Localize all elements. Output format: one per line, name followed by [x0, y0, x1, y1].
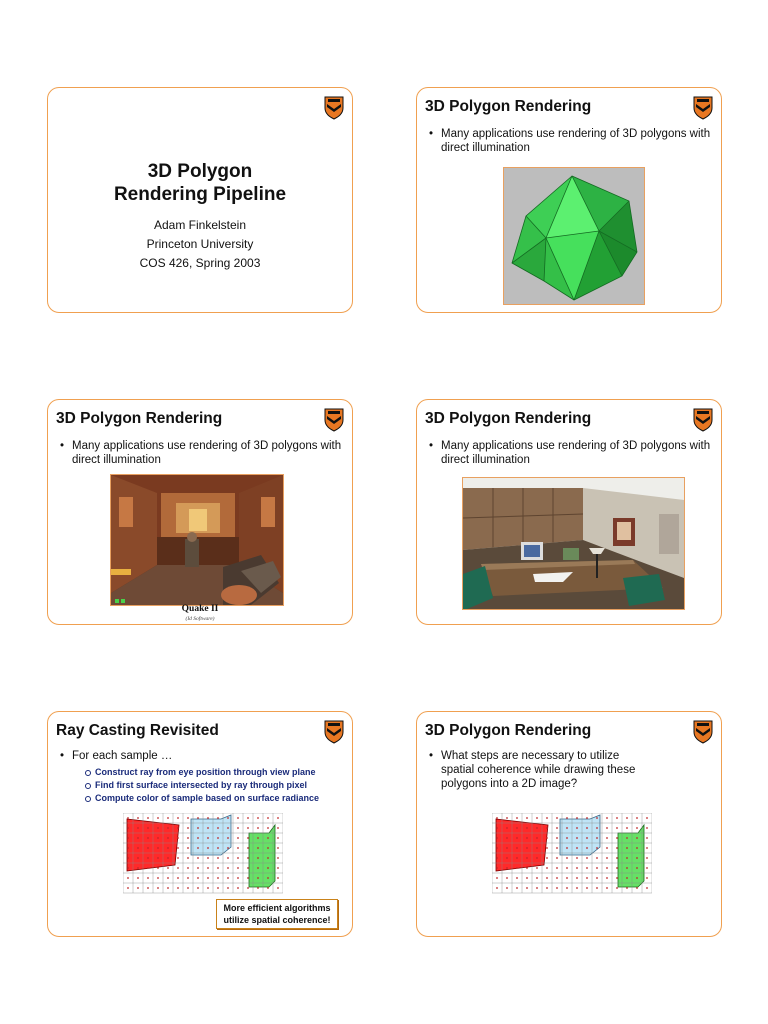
sample-dot: [646, 827, 648, 829]
sample-dot: [606, 827, 608, 829]
sample-dot: [227, 867, 229, 869]
sample-dot: [616, 867, 618, 869]
sample-dot: [556, 877, 558, 879]
sample-dot: [536, 877, 538, 879]
slide-title: 3D Polygon Rendering: [425, 722, 592, 739]
sample-dot: [217, 857, 219, 859]
course: COS 426, Spring 2003: [139, 256, 261, 270]
sample-dot: [526, 877, 528, 879]
sample-dot: [526, 837, 528, 839]
sample-dot: [187, 837, 189, 839]
sample-dot: [177, 817, 179, 819]
sample-dot: [237, 867, 239, 869]
sample-dot: [596, 867, 598, 869]
sample-dot: [237, 877, 239, 879]
sample-dot: [207, 827, 209, 829]
author: Adam Finkelstein: [153, 218, 247, 232]
sample-dot: [636, 857, 638, 859]
sample-dot: [247, 847, 249, 849]
sample-dot: [237, 847, 239, 849]
sample-dot: [167, 817, 169, 819]
slide-4: [416, 399, 722, 625]
sample-dot: [197, 837, 199, 839]
sample-dot: [536, 887, 538, 889]
slide-5: [47, 711, 353, 937]
sample-dot: [127, 887, 129, 889]
sample-dot: [227, 817, 229, 819]
sample-dot: [247, 837, 249, 839]
sample-dot: [546, 847, 548, 849]
bullet: • Many applications use rendering of 3D polygons with direct illumination: [429, 439, 711, 467]
sample-dot: [576, 857, 578, 859]
sample-dot: [207, 877, 209, 879]
sample-dot: [576, 817, 578, 819]
sample-dot: [496, 887, 498, 889]
sample-dot: [127, 817, 129, 819]
sample-dot: [586, 867, 588, 869]
sample-dot: [576, 827, 578, 829]
sample-dot: [526, 867, 528, 869]
sample-dot: [157, 887, 159, 889]
image-caption-credit: (Id Software): [185, 616, 215, 622]
sample-dot: [576, 877, 578, 879]
sample-dot: [147, 837, 149, 839]
sample-dot: [636, 827, 638, 829]
sample-dot: [566, 837, 568, 839]
sample-dot: [526, 817, 528, 819]
sample-dot: [556, 857, 558, 859]
sample-dot: [137, 837, 139, 839]
slide-title: 3D Polygon Rendering: [56, 410, 223, 427]
sample-dot: [267, 827, 269, 829]
spatial-coherence-callout: [216, 899, 338, 929]
sample-dot: [187, 827, 189, 829]
sample-dot: [227, 827, 229, 829]
sample-dot: [586, 877, 588, 879]
sample-dot: [167, 857, 169, 859]
sample-dot: [247, 857, 249, 859]
sample-dot: [277, 877, 279, 879]
sample-dot: [147, 857, 149, 859]
sample-dot: [267, 837, 269, 839]
sample-dot: [197, 847, 199, 849]
sample-dot: [157, 867, 159, 869]
sample-dot: [546, 887, 548, 889]
sample-dot: [516, 867, 518, 869]
sample-dot: [576, 867, 578, 869]
sample-dot: [127, 857, 129, 859]
sample-dot: [636, 817, 638, 819]
office-rendering-image: [462, 477, 685, 610]
sample-dot: [516, 837, 518, 839]
sample-dot: [616, 837, 618, 839]
sample-dot: [626, 887, 628, 889]
sample-dot: [606, 877, 608, 879]
sample-dot: [626, 827, 628, 829]
sample-dot: [506, 857, 508, 859]
sample-dot: [197, 867, 199, 869]
sample-dot: [536, 857, 538, 859]
sample-dot: [207, 817, 209, 819]
sample-dot: [596, 837, 598, 839]
sample-dot: [626, 847, 628, 849]
sample-dot: [626, 877, 628, 879]
sample-dot: [626, 817, 628, 819]
sample-dot: [277, 817, 279, 819]
sample-dot: [566, 887, 568, 889]
sample-dot: [516, 817, 518, 819]
sample-dot: [237, 837, 239, 839]
title-block: [48, 160, 352, 273]
sample-dot: [596, 857, 598, 859]
princeton-shield-icon: [693, 720, 713, 744]
sample-dot: [267, 847, 269, 849]
sample-dot: [536, 827, 538, 829]
sample-dot: [626, 857, 628, 859]
sample-dot: [526, 827, 528, 829]
sample-dot: [626, 867, 628, 869]
sample-dot: [147, 847, 149, 849]
slide-title: 3D Polygon Rendering: [425, 98, 592, 115]
sub-bullet-3: Compute color of sample based on surface radiance: [84, 792, 319, 805]
sample-dot: [546, 877, 548, 879]
sample-dot: [187, 887, 189, 889]
sample-dot: [586, 857, 588, 859]
sample-dot: [606, 847, 608, 849]
sample-dot: [496, 847, 498, 849]
sample-dot: [556, 817, 558, 819]
sample-dot: [277, 887, 279, 889]
sample-dot: [536, 847, 538, 849]
icosahedron-image: [503, 167, 645, 305]
bullet: • Many applications use rendering of 3D polygons with direct illumination: [60, 439, 342, 467]
sample-dot: [586, 817, 588, 819]
sample-dot: [267, 867, 269, 869]
sample-dot: [207, 857, 209, 859]
sample-dot: [506, 837, 508, 839]
sample-dot: [157, 837, 159, 839]
sample-dot: [157, 817, 159, 819]
sample-dot: [496, 837, 498, 839]
sample-dot: [646, 887, 648, 889]
sample-dot: [137, 827, 139, 829]
sample-dot: [217, 817, 219, 819]
sample-dot: [127, 867, 129, 869]
sample-dot: [247, 877, 249, 879]
sample-dot: [167, 877, 169, 879]
sample-dot: [606, 837, 608, 839]
sample-dot: [167, 847, 169, 849]
sample-dot: [137, 817, 139, 819]
sample-dot: [277, 837, 279, 839]
sample-dot: [506, 827, 508, 829]
sample-dot: [277, 847, 279, 849]
sample-dot: [227, 887, 229, 889]
sample-dot: [586, 827, 588, 829]
sample-dot: [197, 877, 199, 879]
sample-dot: [556, 837, 558, 839]
sample-dot: [526, 847, 528, 849]
sample-dot: [516, 827, 518, 829]
sample-dot: [636, 837, 638, 839]
sample-dot: [586, 837, 588, 839]
sample-dot: [576, 837, 578, 839]
sample-dot: [247, 887, 249, 889]
sample-dot: [147, 877, 149, 879]
main-title-line-2: Rendering Pipeline: [113, 184, 287, 205]
grid-shapes: [496, 815, 644, 887]
sample-dot: [207, 837, 209, 839]
sample-dot: [237, 827, 239, 829]
sample-dot: [616, 877, 618, 879]
sample-dot: [277, 857, 279, 859]
sample-dot: [217, 837, 219, 839]
sample-dot: [616, 847, 618, 849]
sample-dot: [566, 867, 568, 869]
sample-dot: [187, 847, 189, 849]
sample-dot: [257, 887, 259, 889]
princeton-shield-icon: [693, 408, 713, 432]
sample-dot: [536, 837, 538, 839]
sample-dot: [177, 847, 179, 849]
sample-dot: [536, 867, 538, 869]
sample-dot: [147, 867, 149, 869]
sample-dot: [257, 877, 259, 879]
sample-dot: [167, 887, 169, 889]
sample-dot: [566, 857, 568, 859]
sample-dot: [127, 837, 129, 839]
sample-dot: [177, 837, 179, 839]
sample-dot: [506, 877, 508, 879]
sample-dot: [586, 847, 588, 849]
sample-dot: [157, 877, 159, 879]
sample-dot: [646, 877, 648, 879]
sample-dot: [506, 847, 508, 849]
sample-dot: [556, 867, 558, 869]
sample-dot: [556, 887, 558, 889]
sample-dot: [137, 887, 139, 889]
sample-dot: [566, 877, 568, 879]
slide-2: [416, 87, 722, 313]
sample-dot: [257, 817, 259, 819]
sample-dot: [566, 847, 568, 849]
sample-dot: [636, 847, 638, 849]
sample-dot: [187, 867, 189, 869]
sample-dot: [636, 867, 638, 869]
sample-dot: [506, 817, 508, 819]
sample-dot: [167, 867, 169, 869]
sample-dot: [586, 887, 588, 889]
sample-dot: [546, 837, 548, 839]
sample-dot: [197, 827, 199, 829]
callout-line-1: More efficient algorithms: [223, 903, 331, 913]
callout-line-2: utilize spatial coherence!: [223, 915, 331, 925]
sample-dot: [177, 867, 179, 869]
sample-dot: [646, 867, 648, 869]
sample-dot: [257, 857, 259, 859]
sample-dot: [616, 857, 618, 859]
princeton-shield-icon: [324, 408, 344, 432]
sample-dot: [576, 887, 578, 889]
sample-dot: [636, 887, 638, 889]
sample-dot: [566, 827, 568, 829]
sample-dot: [127, 847, 129, 849]
sample-dot: [227, 877, 229, 879]
sample-dot: [237, 887, 239, 889]
sample-dot: [506, 867, 508, 869]
sample-dot: [516, 847, 518, 849]
sample-dot: [556, 827, 558, 829]
sample-dot: [277, 867, 279, 869]
sample-dot: [227, 837, 229, 839]
sample-dot: [177, 827, 179, 829]
sample-dot: [157, 847, 159, 849]
sample-dot: [137, 877, 139, 879]
sample-dot: [646, 857, 648, 859]
slide-1: [47, 87, 353, 313]
sample-dot: [217, 847, 219, 849]
sample-dot: [267, 887, 269, 889]
sample-dot: [596, 887, 598, 889]
bullet: • For each sample …: [60, 749, 342, 763]
sample-dot: [227, 857, 229, 859]
sample-dot: [516, 857, 518, 859]
bullet: • What steps are necessary to utilize spatial coherence while drawing these polygons into a 2D image?: [429, 749, 651, 791]
main-title-line-1: 3D Polygon: [147, 161, 253, 182]
sample-dot: [147, 817, 149, 819]
sample-dot: [167, 837, 169, 839]
sample-dot: [217, 827, 219, 829]
sample-dot: [596, 827, 598, 829]
sample-dot: [207, 867, 209, 869]
sample-dot: [257, 867, 259, 869]
slide-6: [416, 711, 722, 937]
sample-dot: [546, 827, 548, 829]
sample-dot: [636, 877, 638, 879]
sample-dot: [207, 887, 209, 889]
sample-dot: [127, 877, 129, 879]
sample-dot: [496, 857, 498, 859]
sample-dot: [516, 877, 518, 879]
sample-dot: [167, 827, 169, 829]
sample-dot: [237, 817, 239, 819]
institution: Princeton University: [146, 237, 254, 251]
pixel-grid-diagram: [492, 813, 652, 897]
sample-dot: [227, 847, 229, 849]
princeton-shield-icon: [693, 96, 713, 120]
sample-dot: [237, 857, 239, 859]
sample-dot: [267, 817, 269, 819]
sample-dot: [526, 857, 528, 859]
sample-dot: [247, 867, 249, 869]
sample-dot: [147, 827, 149, 829]
sample-dot: [137, 867, 139, 869]
sample-dot: [596, 847, 598, 849]
sample-dot: [257, 837, 259, 839]
sample-dot: [247, 827, 249, 829]
sample-dot: [596, 817, 598, 819]
sample-dot: [496, 827, 498, 829]
sample-dot: [277, 827, 279, 829]
sample-dot: [646, 817, 648, 819]
sample-dot: [177, 887, 179, 889]
sample-dot: [247, 817, 249, 819]
sample-dot: [267, 877, 269, 879]
sample-dot: [546, 817, 548, 819]
princeton-shield-icon: [324, 720, 344, 744]
sample-dot: [506, 887, 508, 889]
sample-dot: [137, 847, 139, 849]
sample-dot: [646, 837, 648, 839]
sample-dot: [616, 887, 618, 889]
sample-dot: [556, 847, 558, 849]
sample-dot: [646, 847, 648, 849]
sample-dot: [217, 867, 219, 869]
sample-dot: [616, 817, 618, 819]
sample-dot: [596, 877, 598, 879]
slide-3: [47, 399, 353, 625]
sample-dot: [197, 887, 199, 889]
sample-dot: [177, 857, 179, 859]
sub-bullet-2: Find first surface intersected by ray through pixel: [84, 779, 307, 792]
pixel-grid-diagram: [123, 813, 283, 897]
sample-dot: [137, 857, 139, 859]
princeton-shield-icon: [324, 96, 344, 120]
sample-dot: [207, 847, 209, 849]
sample-dot: [197, 857, 199, 859]
quake-screenshot-image: [110, 474, 284, 606]
sample-dot: [496, 867, 498, 869]
sub-bullet-1: Construct ray from eye position through view plane: [84, 766, 316, 779]
sample-dot: [546, 857, 548, 859]
sample-dot: [217, 877, 219, 879]
sample-dot: [157, 857, 159, 859]
sample-dot: [606, 867, 608, 869]
sample-dot: [187, 857, 189, 859]
sample-dot: [187, 817, 189, 819]
sample-dot: [147, 887, 149, 889]
sample-dot: [536, 817, 538, 819]
sample-dot: [267, 857, 269, 859]
sample-dot: [606, 887, 608, 889]
sample-dot: [606, 857, 608, 859]
sample-dot: [217, 887, 219, 889]
sample-dot: [157, 827, 159, 829]
slide-title: Ray Casting Revisited: [56, 722, 219, 739]
slide-title: 3D Polygon Rendering: [425, 410, 592, 427]
sample-dot: [566, 817, 568, 819]
sample-dot: [606, 817, 608, 819]
sample-dot: [526, 887, 528, 889]
sample-dot: [257, 847, 259, 849]
sample-dot: [177, 877, 179, 879]
sample-dot: [496, 877, 498, 879]
sample-dot: [496, 817, 498, 819]
sample-dot: [197, 817, 199, 819]
sample-dot: [257, 827, 259, 829]
sample-dot: [626, 837, 628, 839]
bullet: • Many applications use rendering of 3D polygons with direct illumination: [429, 127, 711, 155]
sample-dot: [127, 827, 129, 829]
sample-dot: [576, 847, 578, 849]
sample-dot: [616, 827, 618, 829]
sample-dot: [516, 887, 518, 889]
image-caption: Quake II: [181, 604, 219, 614]
sample-dot: [546, 867, 548, 869]
sample-dot: [187, 877, 189, 879]
